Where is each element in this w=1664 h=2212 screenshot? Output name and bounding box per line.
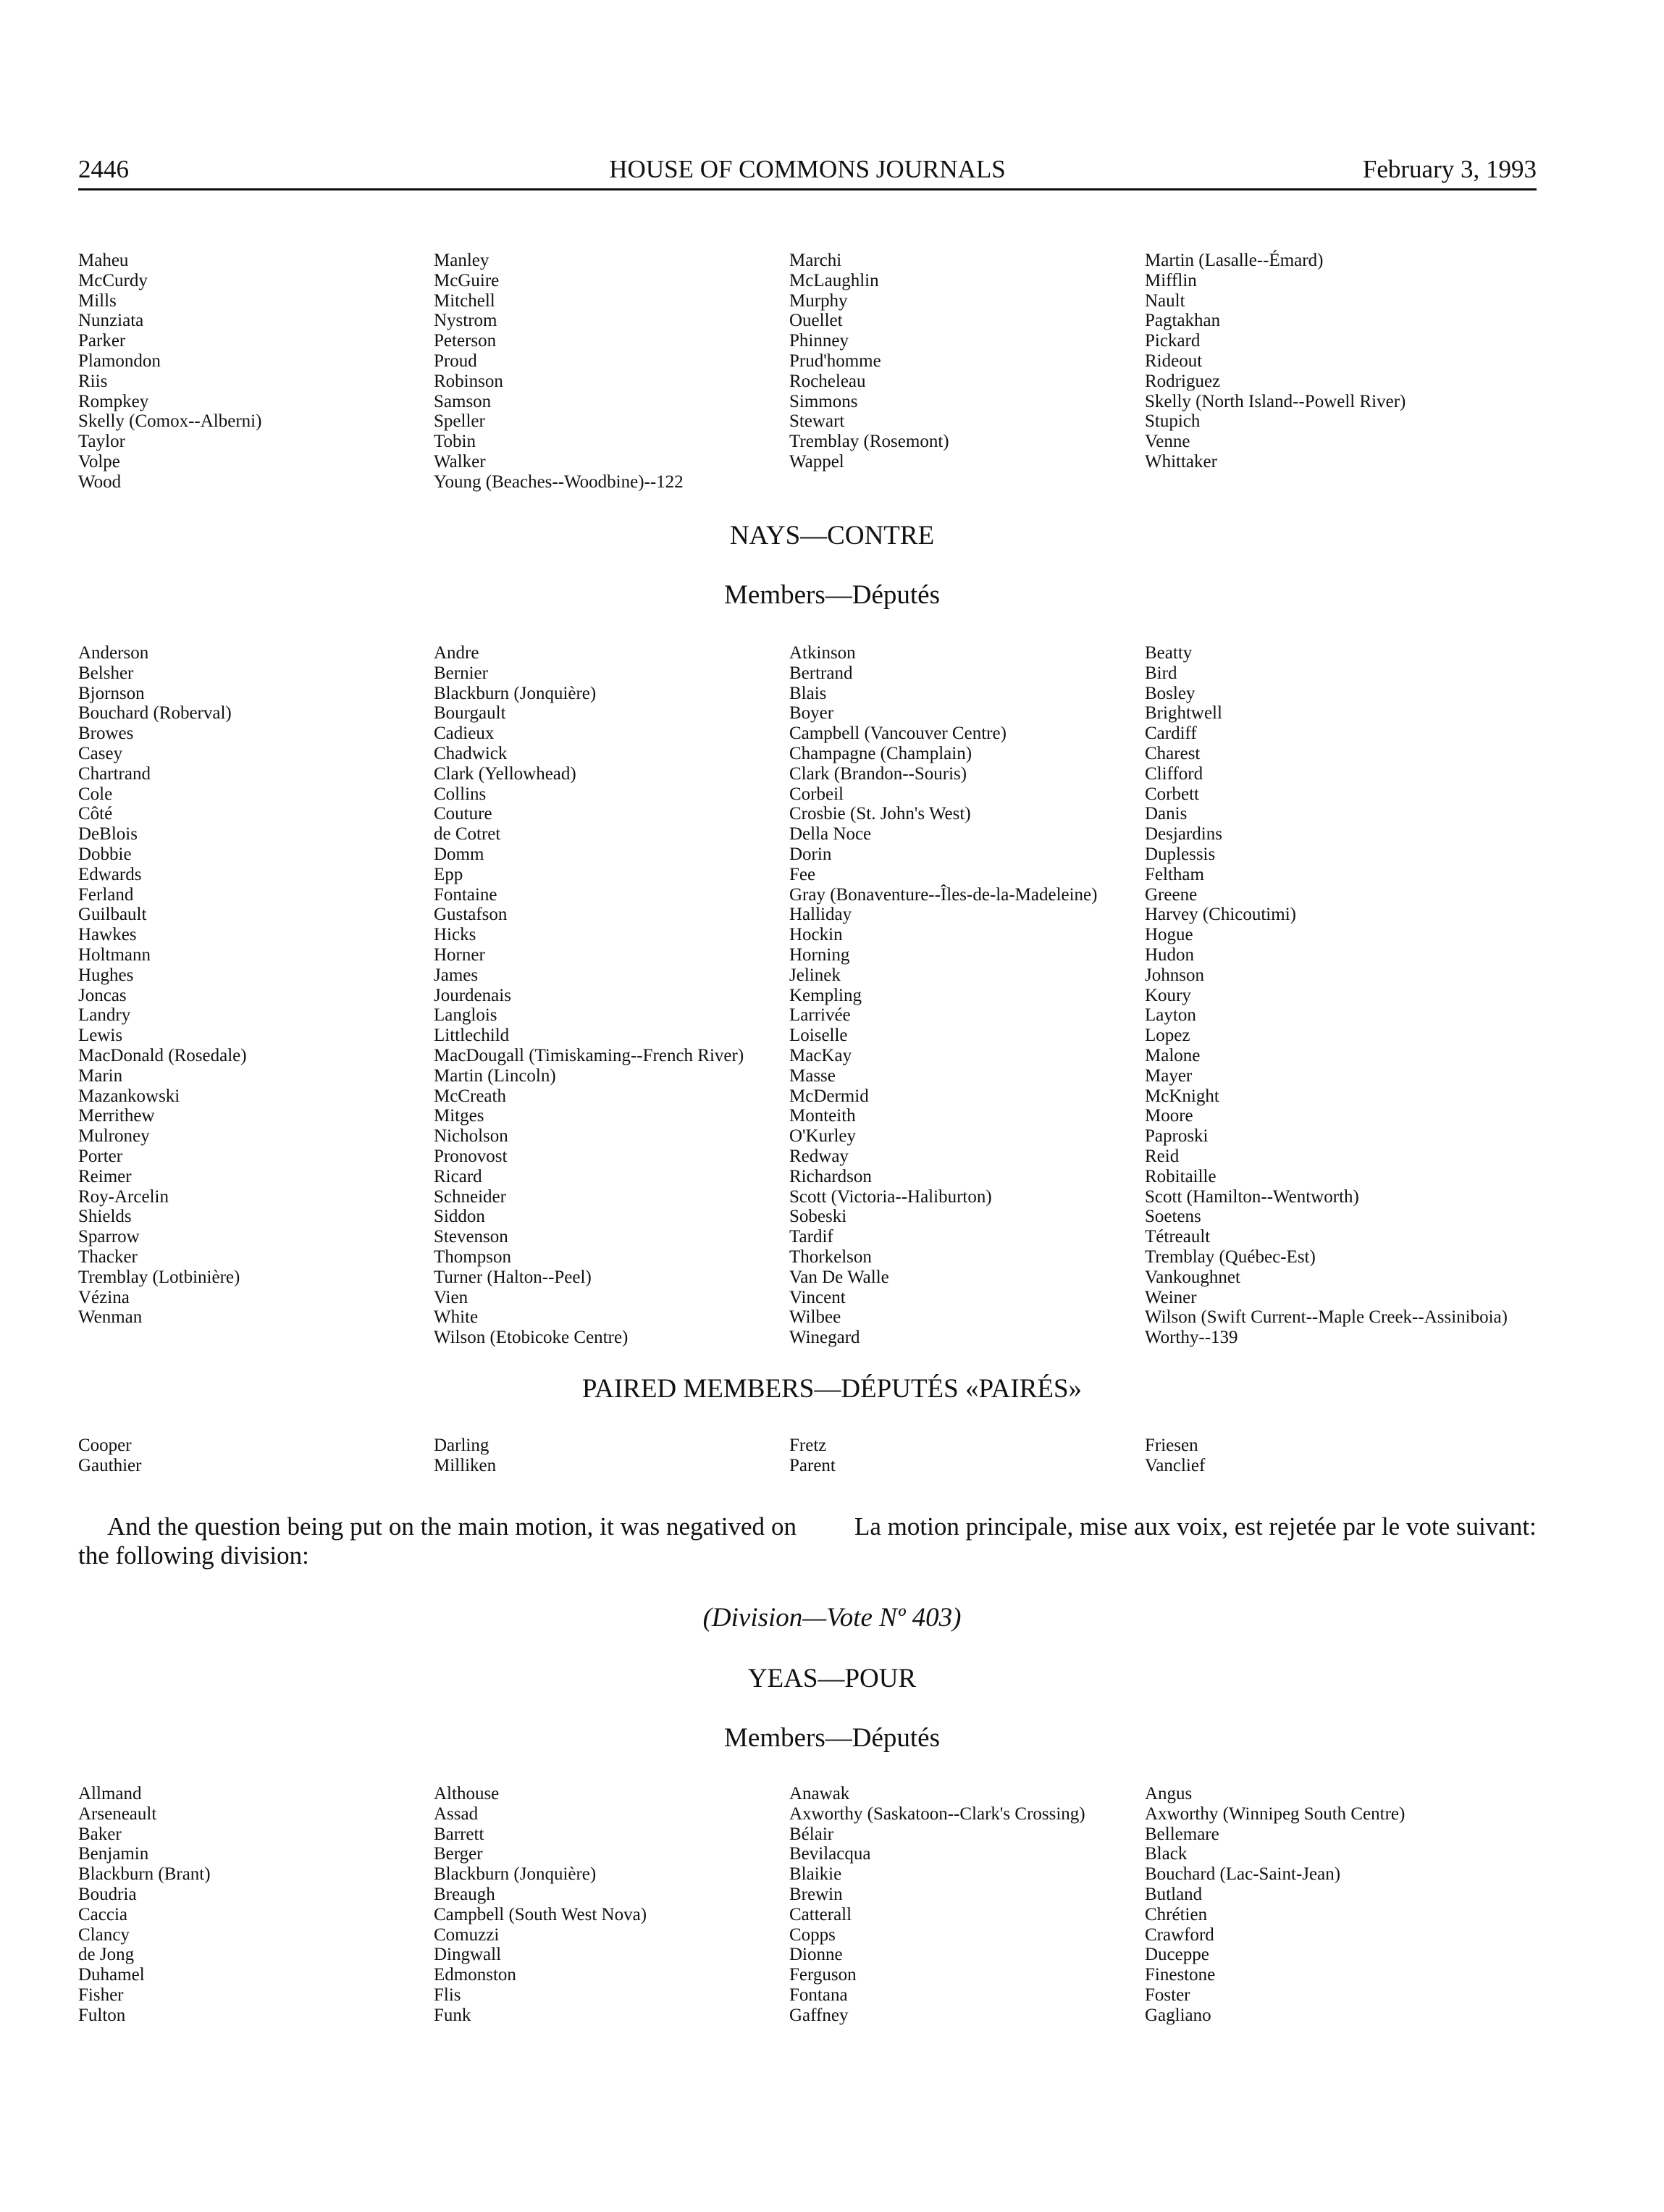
member-name: Campbell (South West Nova) [434, 1904, 647, 1924]
member-name: McKnight [1145, 1086, 1219, 1106]
member-name: Bjornson [78, 683, 145, 703]
member-name: Vanclief [1145, 1455, 1206, 1475]
member-name: Duhamel [78, 1965, 145, 1985]
member-name: Prud'homme [789, 351, 881, 371]
member-name: Domm [434, 844, 484, 864]
member-name: Porter [78, 1146, 123, 1166]
member-name: Belsher [78, 663, 134, 683]
member-name: Paproski [1145, 1126, 1209, 1147]
member-name: Champagne (Champlain) [789, 743, 972, 763]
member-name: Tremblay (Québec-Est) [1145, 1247, 1316, 1267]
member-name: Allmand [78, 1784, 142, 1803]
member-name: Thacker [78, 1247, 138, 1267]
member-name: Dingwall [434, 1945, 502, 1965]
member-name: Darling [434, 1436, 489, 1455]
member-name: Pagtakhan [1145, 311, 1221, 331]
name-column [789, 1436, 1145, 1476]
name-column [434, 1784, 789, 2026]
member-name: Kempling [789, 985, 862, 1005]
member-name: Jourdenais [434, 985, 511, 1005]
member-name: Reimer [78, 1166, 132, 1186]
member-name: Robinson [434, 371, 503, 391]
member-name: Benjamin [78, 1844, 149, 1864]
member-name: MacDougall (Timiskaming--French River) [434, 1045, 744, 1065]
member-name: Simmons [789, 391, 858, 411]
member-name: Scott (Victoria--Haliburton) [789, 1186, 992, 1207]
member-name: Collins [434, 784, 487, 804]
member-name: Cole [78, 784, 113, 804]
name-column [1145, 251, 1555, 493]
member-name: Skelly (Comox--Alberni) [78, 411, 262, 432]
member-name: Assad [434, 1803, 479, 1824]
page-number: 2446 [78, 155, 129, 183]
member-name: Edwards [78, 864, 142, 884]
member-name: Soetens [1145, 1207, 1201, 1227]
member-name: Fulton [78, 2005, 126, 2025]
member-name: Clark (Yellowhead) [434, 763, 576, 784]
member-name: Crosbie (St. John's West) [789, 804, 971, 824]
member-name: Halliday [789, 905, 852, 925]
member-name: Vézina [78, 1287, 130, 1307]
member-name: Mitges [434, 1106, 484, 1126]
member-name: Mifflin [1145, 270, 1197, 290]
member-name: Thorkelson [789, 1247, 872, 1267]
member-name: Turner (Halton--Peel) [434, 1267, 592, 1287]
member-name: MacKay [789, 1045, 852, 1065]
member-name: Blackburn (Jonquière) [434, 683, 597, 703]
name-column [434, 1436, 789, 1476]
member-name: Lewis [78, 1026, 123, 1046]
motion-text-french: La motion principale, mise aux voix, est rejetée par le vote suivant: [854, 1512, 1537, 1541]
member-name: Gagliano [1145, 2005, 1211, 2025]
member-name: Reid [1145, 1146, 1180, 1166]
member-name: Barrett [434, 1824, 484, 1844]
yeas-continued-list [78, 251, 1555, 493]
member-name: Marin [78, 1065, 123, 1086]
member-name: Couture [434, 804, 492, 824]
member-name: Axworthy (Saskatoon--Clark's Crossing) [789, 1803, 1085, 1824]
member-name: Della Noce [789, 824, 872, 845]
member-name: Volpe [78, 451, 120, 472]
name-column [789, 643, 1145, 1348]
member-name: Tobin [434, 432, 476, 452]
member-name: Bertrand [789, 663, 853, 683]
member-name: Gauthier [78, 1455, 142, 1475]
member-name: Copps [789, 1924, 836, 1945]
member-name: Finestone [1145, 1965, 1216, 1985]
member-name: Murphy [789, 290, 848, 311]
member-name: Milliken [434, 1455, 497, 1475]
member-name: Jelinek [789, 965, 841, 985]
member-name: Landry [78, 1005, 131, 1026]
member-name: Littlechild [434, 1026, 510, 1046]
member-name: Wilson (Etobicoke Centre) [434, 1328, 629, 1348]
member-name: Bosley [1145, 683, 1196, 703]
member-name: Anawak [789, 1784, 850, 1803]
member-name: Malone [1145, 1045, 1201, 1065]
member-name: Casey [78, 743, 123, 763]
member-name: Johnson [1145, 965, 1204, 985]
member-name: Chartrand [78, 763, 151, 784]
member-name: Duceppe [1145, 1945, 1209, 1965]
member-name: Parker [78, 331, 126, 351]
member-name: Walker [434, 451, 486, 472]
member-name: Tardif [789, 1227, 833, 1247]
name-column [1145, 643, 1555, 1348]
member-name: Peterson [434, 331, 497, 351]
member-name: Lopez [1145, 1026, 1190, 1046]
member-name: McCurdy [78, 270, 148, 290]
member-name: Bellemare [1145, 1824, 1219, 1844]
member-name: Marchi [789, 251, 842, 270]
member-name: Boudria [78, 1884, 137, 1904]
member-name: Tremblay (Lotbinière) [78, 1267, 240, 1287]
member-name: Brewin [789, 1884, 843, 1904]
member-name: Bélair [789, 1824, 834, 1844]
member-name: Skelly (North Island--Powell River) [1145, 391, 1406, 411]
member-name: Fisher [78, 1985, 124, 2005]
member-name: McCreath [434, 1086, 506, 1106]
member-name: Fee [789, 864, 816, 884]
member-name: Richardson [789, 1166, 872, 1186]
member-name: Rideout [1145, 351, 1203, 371]
member-name: Feltham [1145, 864, 1204, 884]
member-name: Harvey (Chicoutimi) [1145, 905, 1296, 925]
member-name: Pronovost [434, 1146, 508, 1166]
member-name: Stupich [1145, 411, 1201, 432]
member-name: Crawford [1145, 1924, 1214, 1945]
member-name: de Jong [78, 1945, 135, 1965]
journal-title: HOUSE OF COMMONS JOURNALS [609, 155, 1006, 183]
member-name: Langlois [434, 1005, 497, 1026]
member-name: Clifford [1145, 763, 1203, 784]
journal-date: February 3, 1993 [1362, 155, 1537, 183]
name-column [434, 251, 789, 493]
member-name: Duplessis [1145, 844, 1216, 864]
member-name: Bevilacqua [789, 1844, 871, 1864]
member-name: Weiner [1145, 1287, 1197, 1307]
member-name: Funk [434, 2005, 471, 2025]
member-name: Catterall [789, 1904, 852, 1924]
member-name: Friesen [1145, 1436, 1198, 1455]
paired-list [78, 1436, 1555, 1476]
member-name: Larrivée [789, 1005, 851, 1026]
member-name: Atkinson [789, 643, 856, 663]
member-name: Hogue [1145, 925, 1193, 945]
member-name: Worthy--139 [1145, 1328, 1238, 1348]
name-column [434, 643, 789, 1348]
member-name: Bouchard (Roberval) [78, 703, 232, 724]
member-name: Whittaker [1145, 451, 1217, 472]
member-name: Moore [1145, 1106, 1193, 1126]
page-header [78, 152, 1537, 190]
member-name: Greene [1145, 884, 1198, 905]
member-name: Breaugh [434, 1884, 495, 1904]
member-name: Stevenson [434, 1227, 508, 1247]
member-name: Corbeil [789, 784, 844, 804]
member-name: Ricard [434, 1166, 482, 1186]
member-name: Vincent [789, 1287, 846, 1307]
member-name: Gaffney [789, 2005, 849, 2025]
paired-heading: PAIRED MEMBERS—DÉPUTÉS «PAIRÉS» [581, 1374, 1083, 1404]
member-name: Van De Walle [789, 1267, 889, 1287]
name-column [1145, 1784, 1555, 2026]
yeas-heading: YEAS—POUR [747, 1664, 917, 1693]
member-name: Merrithew [78, 1106, 155, 1126]
member-name: Cooper [78, 1436, 132, 1455]
member-name: Charest [1145, 743, 1201, 763]
member-name: Angus [1145, 1784, 1193, 1803]
member-name: Thompson [434, 1247, 511, 1267]
member-name: Wilbee [789, 1307, 841, 1328]
member-name: Hughes [78, 965, 134, 985]
member-name: Proud [434, 351, 477, 371]
member-name: Siddon [434, 1207, 485, 1227]
member-name: Mazankowski [78, 1086, 180, 1106]
member-name: Tétreault [1145, 1227, 1211, 1247]
member-name: Layton [1145, 1005, 1196, 1026]
member-name: Speller [434, 411, 485, 432]
member-name: McLaughlin [789, 270, 879, 290]
member-name: Nystrom [434, 311, 497, 331]
member-name: Bouchard (Lac-Saint-Jean) [1145, 1864, 1341, 1885]
member-name: Chrétien [1145, 1904, 1208, 1924]
member-name: Tremblay (Rosemont) [789, 432, 949, 452]
member-name: Mitchell [434, 290, 495, 311]
member-name: Boyer [789, 703, 834, 724]
member-name: DeBlois [78, 824, 138, 845]
member-name: Mayer [1145, 1065, 1193, 1086]
member-name: Nunziata [78, 311, 144, 331]
member-name: Epp [434, 864, 463, 884]
member-name: Robitaille [1145, 1166, 1217, 1186]
member-name: Schneider [434, 1186, 506, 1207]
member-name: Winegard [789, 1328, 860, 1348]
member-name: Hawkes [78, 925, 137, 945]
member-name: Rocheleau [789, 371, 866, 391]
member-name: Berger [434, 1844, 483, 1864]
member-name: Joncas [78, 985, 127, 1005]
member-name: Ferland [78, 884, 134, 905]
member-name: Danis [1145, 804, 1188, 824]
member-name: Shields [78, 1207, 132, 1227]
member-name: White [434, 1307, 479, 1328]
member-name: de Cotret [434, 824, 501, 845]
member-name: Scott (Hamilton--Wentworth) [1145, 1186, 1359, 1207]
member-name: Wappel [789, 451, 844, 472]
member-name: Bird [1145, 663, 1177, 683]
member-name: Fontana [789, 1985, 848, 2005]
member-name: Campbell (Vancouver Centre) [789, 724, 1007, 744]
member-name: Stewart [789, 411, 845, 432]
member-name: Clancy [78, 1924, 130, 1945]
member-name: Cardiff [1145, 724, 1197, 744]
member-name: Mulroney [78, 1126, 150, 1147]
member-name: Butland [1145, 1884, 1203, 1904]
member-name: Sparrow [78, 1227, 140, 1247]
member-name: Clark (Brandon--Souris) [789, 763, 967, 784]
member-name: Horner [434, 944, 485, 965]
member-name: McDermid [789, 1086, 869, 1106]
member-name: Foster [1145, 1985, 1190, 2005]
member-name: Corbett [1145, 784, 1199, 804]
member-name: Blais [789, 683, 827, 703]
member-name: Comuzzi [434, 1924, 500, 1945]
name-column [78, 251, 434, 493]
member-name: Axworthy (Winnipeg South Centre) [1145, 1803, 1405, 1824]
member-name: Fretz [789, 1436, 827, 1455]
name-column [789, 1784, 1145, 2026]
member-name: Loiselle [789, 1026, 848, 1046]
member-name: Althouse [434, 1784, 500, 1803]
member-name: Flis [434, 1985, 461, 2005]
member-name: Hicks [434, 925, 476, 945]
member-name: Redway [789, 1146, 849, 1166]
member-name: Horning [789, 944, 850, 965]
member-name: Chadwick [434, 743, 508, 763]
member-name: Pickard [1145, 331, 1201, 351]
member-name: Mills [78, 290, 117, 311]
member-name: Young (Beaches--Woodbine)--122 [434, 472, 684, 492]
member-name: Venne [1145, 432, 1190, 452]
member-name: Holtmann [78, 944, 151, 965]
member-name: Phinney [789, 331, 849, 351]
member-name: Vien [434, 1287, 468, 1307]
member-name: Samson [434, 391, 492, 411]
member-name: Dorin [789, 844, 832, 864]
member-name: Gustafson [434, 905, 508, 925]
member-name: Rompkey [78, 391, 149, 411]
member-name: Guilbault [78, 905, 147, 925]
member-name: Manley [434, 251, 489, 270]
motion-text-english: And the question being put on the main motion, it was negatived on the following division: [78, 1512, 797, 1570]
member-name: Ouellet [789, 311, 843, 331]
member-name: Koury [1145, 985, 1191, 1005]
member-name: Beatty [1145, 643, 1193, 663]
name-column [1145, 1436, 1555, 1476]
name-column [78, 1436, 434, 1476]
member-name: Andre [434, 643, 479, 663]
member-name: Blaikie [789, 1864, 842, 1885]
member-name: Vankoughnet [1145, 1267, 1240, 1287]
member-name: MacDonald (Rosedale) [78, 1045, 247, 1065]
member-name: Wilson (Swift Current--Maple Creek--Assiniboia) [1145, 1307, 1508, 1328]
member-name: Rodriguez [1145, 371, 1221, 391]
member-name: Sobeski [789, 1207, 847, 1227]
member-name: Côté [78, 804, 113, 824]
member-name: Blackburn (Jonquière) [434, 1864, 597, 1885]
member-name: Anderson [78, 643, 149, 663]
member-name: O'Kurley [789, 1126, 856, 1147]
member-name: Arseneault [78, 1803, 157, 1824]
member-name: Wenman [78, 1307, 143, 1328]
member-name: Ferguson [789, 1965, 857, 1985]
member-name: McGuire [434, 270, 500, 290]
member-name: Martin (Lasalle--Émard) [1145, 251, 1324, 270]
member-name: Masse [789, 1065, 836, 1086]
name-column [789, 251, 1145, 493]
member-name: Wood [78, 472, 122, 492]
name-column [78, 643, 434, 1348]
member-name: Parent [789, 1455, 836, 1475]
nays-heading: NAYS—CONTRE [729, 521, 935, 550]
member-name: Martin (Lincoln) [434, 1065, 556, 1086]
member-name: Baker [78, 1824, 122, 1844]
member-name: Monteith [789, 1106, 856, 1126]
division-label: (Division—Vote Nº 403) [702, 1603, 962, 1633]
member-name: Taylor [78, 432, 125, 452]
member-name: Brightwell [1145, 703, 1222, 724]
nays-subheading: Members—Députés [724, 580, 940, 610]
member-name: Bourgault [434, 703, 506, 724]
member-name: Caccia [78, 1904, 128, 1924]
member-name: Roy-Arcelin [78, 1186, 169, 1207]
member-name: Browes [78, 724, 134, 744]
member-name: Plamondon [78, 351, 161, 371]
yeas-subheading: Members—Députés [724, 1723, 940, 1753]
member-name: Hudon [1145, 944, 1195, 965]
member-name: Nicholson [434, 1126, 508, 1147]
member-name: Desjardins [1145, 824, 1222, 845]
member-name: Maheu [78, 251, 129, 270]
member-name: Edmonston [434, 1965, 516, 1985]
member-name: Nault [1145, 290, 1185, 311]
member-name: Hockin [789, 925, 843, 945]
member-name: Blackburn (Brant) [78, 1864, 211, 1885]
member-name: Riis [78, 371, 108, 391]
member-name: Bernier [434, 663, 488, 683]
member-name: Cadieux [434, 724, 495, 744]
member-name: Black [1145, 1844, 1188, 1864]
member-name: Fontaine [434, 884, 497, 905]
name-column [78, 1784, 434, 2026]
yeas-list [78, 1784, 1555, 2026]
member-name: Dobbie [78, 844, 132, 864]
member-name: Gray (Bonaventure--Îles-de-la-Madeleine) [789, 884, 1098, 905]
member-name: Dionne [789, 1945, 843, 1965]
member-name: James [434, 965, 479, 985]
nays-list [78, 643, 1555, 1348]
